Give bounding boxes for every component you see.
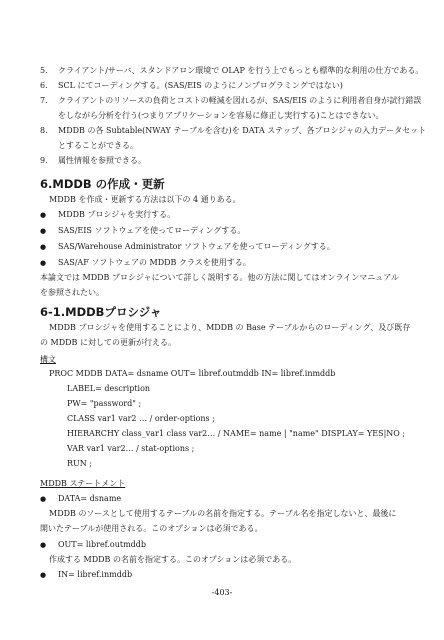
bullet-icon: ● bbox=[40, 495, 47, 503]
syntax-line: CLASS var1 var2 … / order-options ; bbox=[67, 414, 215, 423]
option-description: MDDB のソースとして使用するテーブルの名前を指定する。テーブル名を指定しないと、最後に bbox=[49, 509, 397, 518]
list-item-text: クライアント/サーバ、スタンドアロン環境で OLAP を行う上でもっとも標準的な利用の仕方である。 bbox=[58, 66, 424, 75]
syntax-line: VAR var1 var2… / stat-options ; bbox=[67, 444, 195, 453]
list-number: 9. bbox=[40, 156, 48, 165]
syntax-line: PROC MDDB DATA= dsname OUT= libref.outmddb IN= libref.inmddb bbox=[49, 369, 336, 378]
list-number: 7. bbox=[40, 96, 48, 105]
list-item-text-continued: とすることができる。 bbox=[58, 141, 138, 150]
list-number: 5. bbox=[40, 66, 48, 75]
option-name: OUT= libref.outmddb bbox=[58, 540, 147, 549]
bullet-icon: ● bbox=[40, 541, 47, 549]
page-number: -403- bbox=[211, 588, 233, 597]
bullet-icon: ● bbox=[40, 211, 47, 219]
section-heading: 6.MDDB の作成・更新 bbox=[40, 177, 165, 191]
syntax-line: PW= "password" ; bbox=[67, 399, 142, 408]
list-item-text-continued: をしながら分析を行う(つまりアプリケーションを容易に修正し実行する)ことはできない。 bbox=[58, 111, 384, 120]
list-item-text: SCL にてコーディングする。(SAS/EIS のようにノンプログラミングではない) bbox=[58, 81, 343, 90]
bullet-icon: ● bbox=[40, 243, 47, 251]
bullet-icon: ● bbox=[40, 259, 47, 267]
section-intro: MDDB を作成・更新する方法は以下の 4 通りある。 bbox=[49, 195, 241, 204]
syntax-line: RUN ; bbox=[67, 459, 93, 468]
option-name: IN= libref.inmddb bbox=[58, 570, 133, 579]
list-number: 6. bbox=[40, 81, 48, 90]
syntax-line: LABEL= description bbox=[67, 384, 151, 393]
syntax-line: HIERARCHY class_var1 class var2… / NAME= name | "name" DISPLAY= YES|NO ; bbox=[67, 429, 406, 438]
bullet-icon: ● bbox=[40, 571, 47, 579]
list-item-text: 属性情報を参照できる。 bbox=[58, 156, 146, 165]
subsection-heading: 6-1.MDDBプロシジャ bbox=[40, 305, 162, 319]
option-description: 作成する MDDB の名前を指定する。このオプションは必須である。 bbox=[49, 555, 297, 564]
list-item-text: クライアントのリソースの負荷とコストの軽減を図れるが、SAS/EIS のように利用者自身が試行錯誤 bbox=[58, 96, 422, 105]
option-name: DATA= dsname bbox=[58, 494, 122, 503]
statement-heading: MDDB ステートメント bbox=[40, 479, 126, 488]
bullet-text: SAS/Warehouse Administrator ソフトウェアを使ってローディングする。 bbox=[58, 242, 335, 251]
paragraph-text: 本論文では MDDB プロシジャについて詳しく説明する。他の方法に関してはオンラインマニュアル bbox=[40, 273, 399, 282]
bullet-text: SAS/AF ソフトウェアの MDDB クラスを使用する。 bbox=[58, 258, 251, 267]
list-number: 8. bbox=[40, 126, 48, 135]
paragraph-text: を参照されたい。 bbox=[40, 288, 104, 297]
bullet-icon: ● bbox=[40, 227, 47, 235]
paragraph-text: の MDDB に対しての更新が行える。 bbox=[40, 338, 176, 347]
option-description: 開いたテーブルが使用される。このオプションは必須である。 bbox=[40, 524, 263, 533]
paragraph-text: MDDB プロシジャを使用することにより、MDDB の Base テーブルからのローディング、及び既存 bbox=[49, 323, 411, 332]
list-item-text: MDDB の各 Subtable(NWAY テーブルを含む)を DATA ステップ、各プロシジャの入力データセット bbox=[58, 126, 427, 135]
syntax-heading: 構文 bbox=[40, 355, 56, 364]
bullet-text: SAS/EIS ソフトウェアを使ってローディングする。 bbox=[58, 226, 246, 235]
bullet-text: MDDB プロシジャを実行する。 bbox=[58, 210, 176, 219]
